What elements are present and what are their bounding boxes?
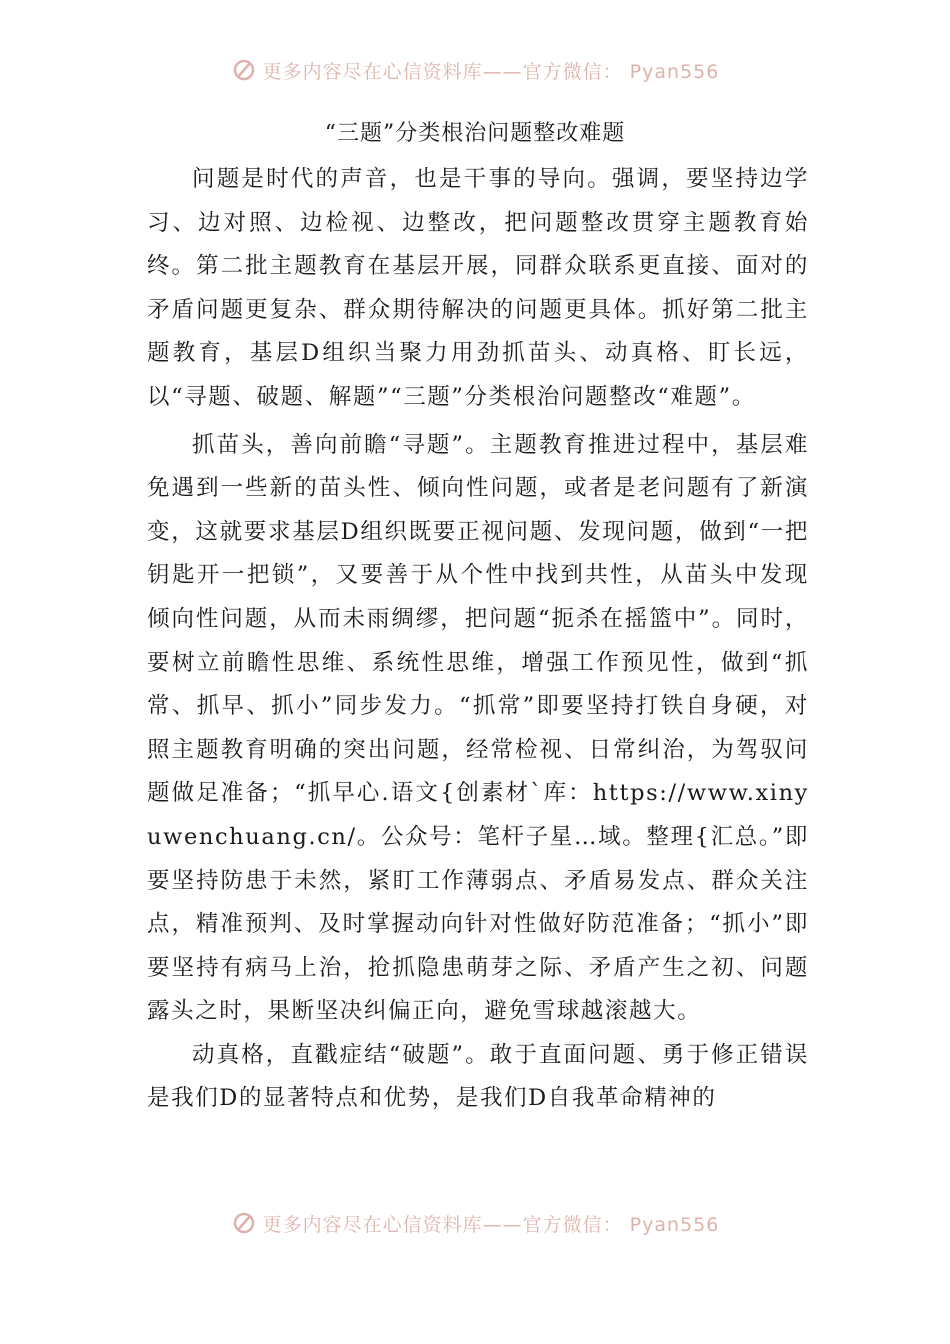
paragraph: 动真格，直戳症结“破题”。敢于直面问题、勇于修正错误是我们D的显著特点和优势，是我们D自我革命精神的 <box>147 1041 809 1112</box>
watermark-logo-icon <box>231 1210 257 1236</box>
watermark-logo-icon <box>231 57 257 83</box>
watermark-text: 更多内容尽在心信资料库——官方微信： Pyan556 <box>262 1213 720 1236</box>
document-title: “三题”分类根治问题整改难题 <box>324 121 626 146</box>
watermark-footer <box>0 1208 950 1238</box>
document-body <box>147 158 809 1121</box>
paragraph: 问题是时代的声音，也是干事的导向。强调，要坚持边学习、边对照、边检视、边整改，把问题整改贯穿主题教育始终。第二批主题教育在基层开展，同群众联系更直接、面对的矛盾问题更复杂、群众期待解决的问题更具体。抓好第二批主题教育，基层D组织当聚力用劲抓苗头、动真格、盯长远，以“寻题、破题、解题”“三题”分类根治问题整改“难题”。 <box>147 166 809 410</box>
watermark-header <box>0 55 950 85</box>
paragraph: 抓苗头，善向前瞻“寻题”。主题教育推进过程中，基层难免遇到一些新的苗头性、倾向性问题，或者是老问题有了新演变，这就要求基层D组织既要正视问题、发现问题，做到“一把钥匙开一把锁”，又要善于从个性中找到共性，从苗头中发现倾向性问题，从而未雨绸缪，把问题“扼杀在摇篮中”。同时，要树立前瞻性思维、系统性思维，增强工作预见性，做到“抓常、抓早、抓小”同步发力。“抓常”即要坚持打铁自身硬，对照主题教育明确的突出问题，经常检视、日常纠治，为驾驭问题做足准备；“抓早心.语文{创素材`库：https://www.xinyuwenchuang.cn/。公众号：笔杆子星…域。整理{汇总。”即要坚持防患于未然，紧盯工作薄弱点、矛盾易发点、群众关注点，精准预判、及时掌握动向针对性做好防范准备；“抓小”即要坚持有病马上治，抢抓隐患萌芽之际、矛盾产生之初、问题露头之时，果断坚决纠偏正向，避免雪球越滚越大。 <box>147 431 809 1025</box>
watermark-text: 更多内容尽在心信资料库——官方微信： Pyan556 <box>262 60 720 83</box>
